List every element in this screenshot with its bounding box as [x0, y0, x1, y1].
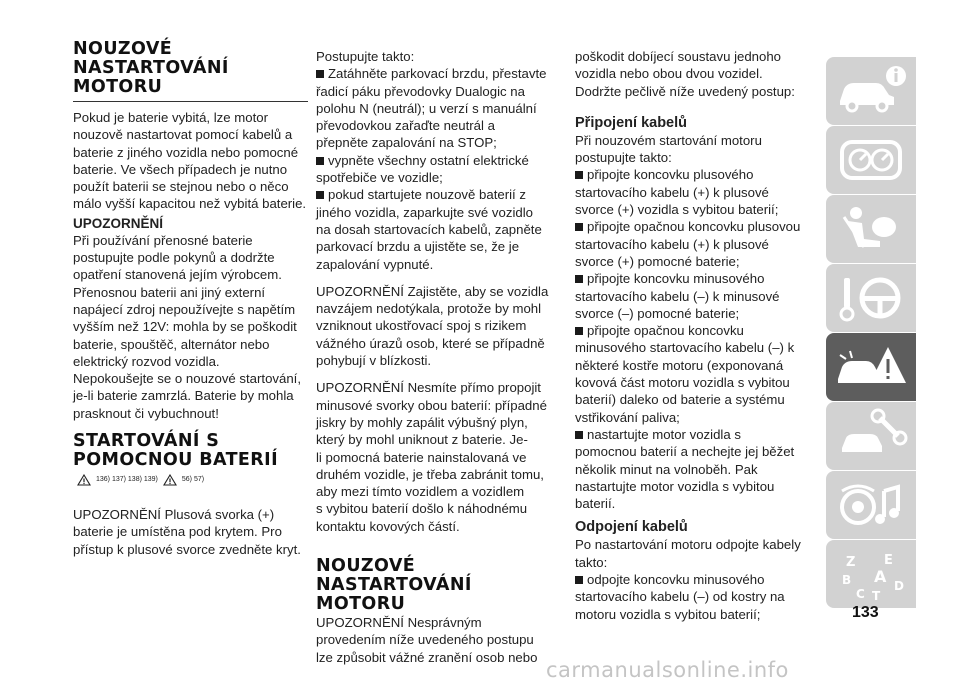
- text-line: prasknout či vybuchnout!: [73, 405, 219, 421]
- bullet-text: Zatáhněte parkovací brzdu, přestavte: [328, 66, 547, 82]
- warning-terminals-paragraph: [316, 379, 564, 535]
- bullet-item: [575, 426, 820, 512]
- bullet-square-icon: [575, 576, 583, 584]
- text-line: Dodržte pečlivě níže uvedený postup:: [575, 83, 795, 99]
- text-line: vyšším než 12V: mohla by se poškodit: [73, 319, 297, 335]
- text-line: motoru vozidla s vybitou baterií;: [575, 606, 761, 622]
- text-line: vážného úrazů osob, které se případně: [316, 335, 545, 351]
- tab-emergency[interactable]: [826, 333, 916, 401]
- bullet-item: [575, 270, 820, 322]
- text-line: UPOZORNĚNÍ Nesprávným: [316, 615, 482, 631]
- main-title-line: NASTARTOVÁNÍ: [73, 58, 229, 78]
- bullet-text: připojte koncovku minusového: [587, 271, 765, 287]
- text-line: Při nouzovém startování motoru: [575, 132, 762, 148]
- text-line: baterií) daleko od baterie a systému: [575, 392, 785, 408]
- bullet-square-icon: [575, 431, 583, 439]
- text-line: UPOZORNĚNÍ Nesmíte přímo propojit: [316, 380, 541, 396]
- text-line: startovacího kabelu (+) k plusové: [575, 236, 769, 252]
- bullet-square-icon: [575, 275, 583, 283]
- media-settings-icon: [834, 477, 910, 533]
- bullet-item: [316, 65, 564, 151]
- text-line: pohybují v blízkosti.: [316, 353, 432, 369]
- bullet-line: [575, 166, 820, 183]
- text-line: převodovkou zařaďte neutrál a: [316, 118, 495, 134]
- text-line: přístup k plusové svorce zvedněte kryt.: [73, 541, 301, 557]
- section-title-line: STARTOVÁNÍ S: [73, 431, 220, 452]
- tab-index[interactable]: [826, 540, 916, 608]
- index-letter: T: [872, 589, 881, 602]
- text-line: takto:: [575, 554, 608, 570]
- text-line: spotřebiče ve vozidle;: [316, 170, 443, 186]
- bullet-line: [575, 270, 820, 287]
- bullet-item: [316, 186, 564, 272]
- index-letter: A: [874, 567, 887, 586]
- index-letter: B: [842, 573, 852, 587]
- text-line: postupujte podle pokynů a dodržte: [73, 250, 275, 266]
- index-letter: E: [884, 553, 893, 568]
- bullet-line: [575, 322, 820, 339]
- key-steering-icon: [834, 270, 910, 326]
- warning-heading: UPOZORNĚNÍ: [73, 215, 164, 231]
- title-rule: [73, 101, 308, 102]
- tab-safety[interactable]: [826, 195, 916, 263]
- bullet-square-icon: [575, 223, 583, 231]
- bullet-line: [575, 218, 820, 235]
- text-line: Nepokoušejte se o nouzové startování,: [73, 371, 301, 387]
- text-line: použít baterii se stejnou nebo o něco: [73, 179, 289, 195]
- warning-paragraph: [73, 232, 308, 422]
- bullet-line: [316, 186, 564, 203]
- text-line: nastartujte motor vozidla s vybitou: [575, 478, 775, 494]
- warning-references: [77, 474, 308, 486]
- section-title-battery: [73, 432, 308, 470]
- procedure-intro: Postupujte takto:: [316, 49, 415, 64]
- text-line: startovacího kabelu (–) k minusové: [575, 288, 780, 304]
- column-left: [73, 40, 308, 558]
- tab-dashboard[interactable]: [826, 126, 916, 194]
- tab-multimedia[interactable]: [826, 471, 916, 539]
- bullet-text: připojte koncovku plusového: [587, 167, 754, 183]
- text-line: řadicí páku převodovky Dualogic na: [316, 83, 525, 99]
- text-line: startovacího kabelu (–) od kostry na: [575, 589, 785, 605]
- text-line: minusové svorky obou baterií: případné: [316, 397, 547, 413]
- bullet-text: připojte opačnou koncovku plusovou: [587, 219, 801, 235]
- warning-triangle-icon: [77, 474, 91, 486]
- section-title-emergency: [316, 557, 564, 614]
- index-letter: C: [856, 587, 865, 601]
- text-line: Po nastartování motoru odpojte kabely: [575, 537, 801, 553]
- text-line: vstřikování paliva;: [575, 409, 680, 425]
- bullet-line: [575, 571, 820, 588]
- disconnect-heading: Odpojení kabelů: [575, 519, 688, 536]
- text-line: aby mezi tímto vozidlem a vozidlem: [316, 484, 525, 500]
- bullet-square-icon: [575, 327, 583, 335]
- bullet-square-icon: [575, 171, 583, 179]
- bullet-item: [575, 166, 820, 218]
- text-line: kovová část motoru vozidla s vybitou: [575, 375, 790, 391]
- bullet-line: [575, 426, 820, 443]
- text-line: provedením níže uvedeného postupu: [316, 632, 534, 648]
- text-line: baterie z jiného vozidla nebo pomocné: [73, 144, 299, 160]
- text-line: jiskry by mohly zapálit výbušný plyn,: [316, 414, 528, 430]
- text-line: druhém vozidle, je třeba zabránit tomu,: [316, 466, 544, 482]
- text-line: svorce (+) vozidla s vybitou baterií;: [575, 202, 779, 218]
- text-line: Pokud je baterie vybitá, lze motor: [73, 110, 268, 125]
- text-line: je-li baterie zamrzlá. Baterie by mohla: [73, 388, 294, 404]
- text-line: nouzově nastartovat pomocí kabelů a: [73, 127, 293, 143]
- bullet-text: odpojte koncovku minusového: [587, 572, 765, 588]
- text-line: UPOZORNĚNÍ Zajistěte, aby se vozidla: [316, 283, 549, 299]
- text-line: Při používání přenosné baterie: [73, 232, 253, 248]
- text-line: vzniknout ukostřovací spoj s rizikem: [316, 318, 527, 334]
- text-line: Přenosnou baterii ani jiný externí: [73, 284, 266, 300]
- text-line: některé kostře motoru (exponovaná: [575, 357, 784, 373]
- column-right: [575, 48, 820, 623]
- text-line: baterie je umístěna pod krytem. Pro: [73, 524, 282, 540]
- text-line: minusového startovacího kabelu (–) k: [575, 340, 795, 356]
- bullet-text: pokud startujete nouzově baterií z: [328, 187, 526, 203]
- text-line: napájecí zdroj nepoužívejte s napětím: [73, 301, 296, 317]
- text-line: UPOZORNĚNÍ Plusová svorka (+): [73, 507, 275, 523]
- text-line: s vybitou baterií došlo k náhodnému: [316, 501, 528, 517]
- text-line: jiného vozidla, zaparkujte své vozidlo: [316, 204, 533, 220]
- dashboard-gauge-icon: [834, 132, 910, 188]
- text-line: vozidla nebo obou dvou vozidel.: [575, 66, 763, 82]
- airbag-seat-icon: [834, 201, 910, 257]
- column-middle: [316, 48, 564, 666]
- section-title-line: NASTARTOVÁNÍ MOTORU: [316, 575, 472, 615]
- bullet-item: [575, 322, 820, 426]
- text-line: pomocnou baterií a nechejte jej běžet: [575, 444, 795, 460]
- bullet-text: vypněte všechny ostatní elektrické: [328, 152, 529, 168]
- bullet-item: [575, 571, 820, 623]
- main-title-line: NOUZOVÉ: [73, 39, 173, 59]
- bullet-item: [316, 152, 564, 187]
- tab-driving[interactable]: [826, 264, 916, 332]
- text-line: málo vyšší kapacitou než vybitá baterie.: [73, 196, 307, 212]
- watermark: carmanualsonline.info: [546, 658, 789, 682]
- continued-paragraph: [575, 48, 820, 100]
- bullet-text: připojte opačnou koncovku: [587, 323, 744, 339]
- text-line: poškodit dobíjecí soustavu jednoho: [575, 49, 782, 64]
- text-line: lze způsobit vážné zranění osob nebo: [316, 649, 538, 665]
- text-line: kontaktu kovových částí.: [316, 518, 460, 534]
- bullet-text: nastartujte motor vozidla s: [587, 426, 741, 442]
- text-line: několik minut na volnoběh. Pak: [575, 461, 758, 477]
- bullet-square-icon: [316, 191, 324, 199]
- text-line: elektrický rozvod vozidla.: [73, 353, 220, 369]
- tab-car-info[interactable]: [826, 57, 916, 125]
- bullet-line: [316, 65, 564, 82]
- bullet-line: [316, 152, 564, 169]
- alphabet-index-icon: [834, 546, 910, 602]
- emergency-paragraph: [316, 614, 564, 666]
- text-line: svorce (+) pomocné baterie;: [575, 253, 740, 269]
- text-line: přepněte zapalování na STOP;: [316, 135, 497, 151]
- wrench-car-icon: [834, 408, 910, 464]
- text-line: polohu N (neutrál); u verzí s manuální: [316, 100, 537, 116]
- polarity-paragraph: [73, 506, 308, 558]
- text-line: baterií.: [575, 496, 616, 512]
- section-title-line: NOUZOVÉ: [316, 556, 416, 577]
- warning-contact-paragraph: [316, 283, 564, 369]
- section-title-line: POMOCNOU BATERIÍ: [73, 450, 278, 471]
- bullet-square-icon: [316, 70, 324, 78]
- bullet-square-icon: [316, 157, 324, 165]
- caution-triangle-icon: [163, 474, 177, 486]
- page-number: 133: [852, 604, 879, 621]
- car-info-icon: [834, 63, 910, 119]
- text-line: na dosah startovacích kabelů, zapněte: [316, 221, 542, 237]
- text-line: svorce (–) pomocné baterie;: [575, 305, 740, 321]
- text-line: baterie. Ve všech případech je nutno: [73, 161, 288, 177]
- tab-maintenance[interactable]: [826, 402, 916, 470]
- main-title-line: MOTORU: [73, 77, 163, 97]
- index-letter: D: [894, 579, 904, 593]
- warning-refs-text: 136) 137) 138) 139): [96, 476, 158, 484]
- intro-paragraph: [73, 109, 308, 213]
- connect-heading: Připojení kabelů: [575, 114, 687, 131]
- main-title: [73, 40, 308, 97]
- text-line: startovacího kabelu (+) k plusové: [575, 184, 769, 200]
- text-line: opatření stanovená jejím výrobcem.: [73, 267, 282, 283]
- text-line: postupujte takto:: [575, 150, 672, 166]
- bullet-item: [575, 218, 820, 270]
- text-line: baterie, spouštěč, alternátor nebo: [73, 336, 270, 352]
- caution-refs-text: 56) 57): [181, 476, 205, 484]
- text-line: navzájem nedotýkala, protože by mohl: [316, 301, 542, 317]
- car-warning-icon: [834, 339, 910, 395]
- text-line: zapalování vypnuté.: [316, 256, 434, 272]
- index-letter: Z: [846, 555, 856, 570]
- text-line: li pomocná baterie nainstalovaná ve: [316, 449, 527, 465]
- text-line: který by mohl uniknout z baterie. Je-: [316, 432, 528, 448]
- text-line: parkovací brzdu a ujistěte se, že je: [316, 239, 520, 255]
